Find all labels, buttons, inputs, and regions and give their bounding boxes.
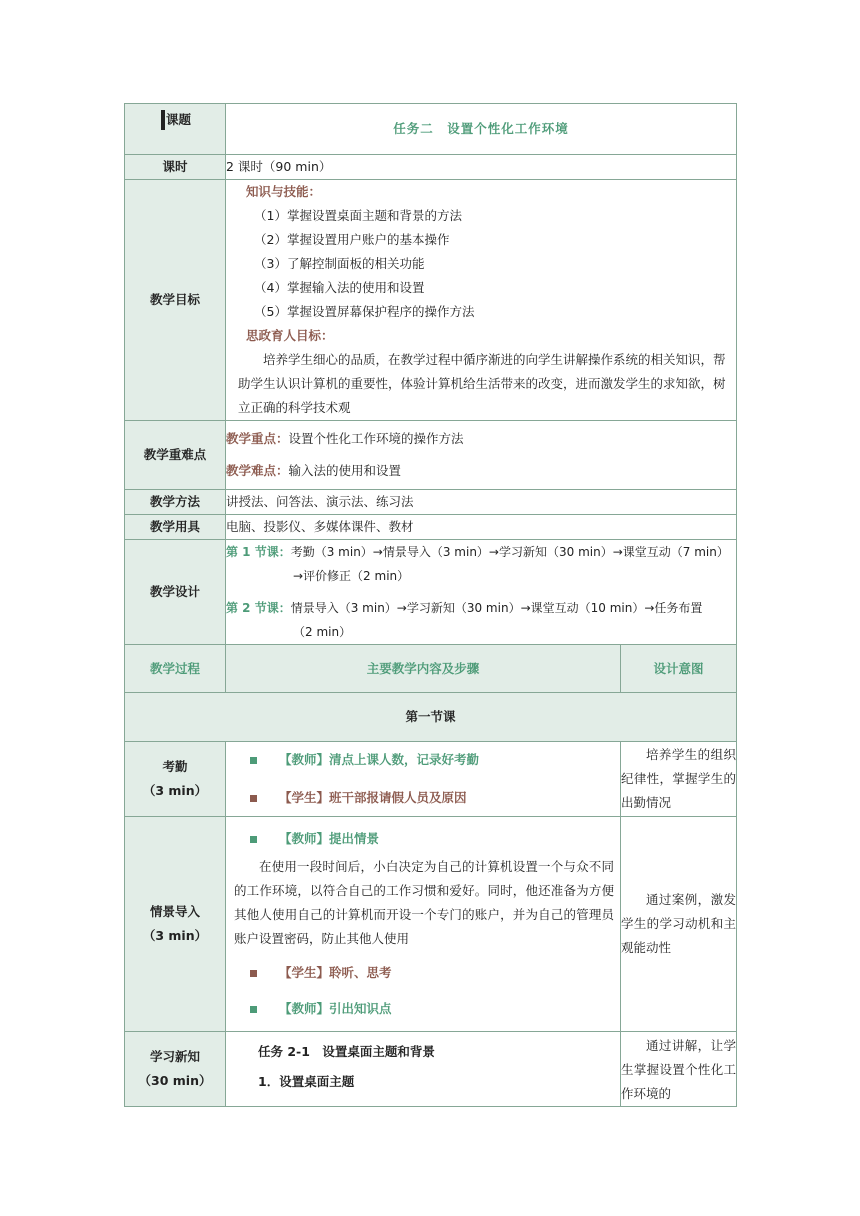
scenario-label-name: 情景导入 xyxy=(149,904,200,919)
focus-heading: 教学重点： xyxy=(226,431,289,446)
learning-label-name: 学习新知 xyxy=(149,1049,200,1064)
ideology-heading: 思政育人目标： xyxy=(246,328,334,343)
lesson1-flow: 考勤（3 min）→情景导入（3 min）→学习新知（30 min）→课堂互动（7 min） xyxy=(290,545,729,559)
tools-label: 教学用具 xyxy=(125,515,226,540)
lesson2-flow-cont: （2 min） xyxy=(293,625,352,639)
scenario-story: 在使用一段时间后，小白决定为自己的计算机设置一个与众不同的工作环境，以符合自己的工作习惯和爱好。同时，他还准备为方便其他人使用自己的计算机而开设一个专门的账户，并为自己的管理员账户设置密码，防止其他人使用 xyxy=(234,859,614,946)
content-col-header: 主要教学内容及步骤 xyxy=(226,645,621,693)
task-title: 任务 2-1 设置桌面主题和背景 xyxy=(258,1044,435,1059)
process-col-header: 教学过程 xyxy=(125,645,226,693)
attendance-label-time: （3 min） xyxy=(142,783,208,798)
scenario-row xyxy=(125,817,737,1032)
attendance-row xyxy=(125,742,737,817)
brown-square-icon xyxy=(250,970,257,977)
green-square-icon xyxy=(250,757,257,764)
teacher-action: 【教师】提出情景 xyxy=(279,831,380,846)
objectives-label: 教学目标 xyxy=(125,180,226,421)
lesson2-flow: 情景导入（3 min）→学习新知（30 min）→课堂互动（10 min）→任务布置 xyxy=(290,601,703,615)
learning-content xyxy=(226,1032,621,1107)
green-square-icon xyxy=(250,1006,257,1013)
tools-row xyxy=(125,515,737,540)
lesson1-heading: 第 1 节课： xyxy=(226,545,291,559)
learning-intent: 通过讲解，让学生掌握设置个性化工作环境的 xyxy=(621,1032,737,1107)
brown-square-icon xyxy=(250,795,257,802)
key-points-label: 教学重难点 xyxy=(125,421,226,490)
objectives-row xyxy=(125,180,737,421)
teacher-action: 【教师】清点上课人数，记录好考勤 xyxy=(279,752,480,767)
learning-label xyxy=(125,1032,226,1107)
hours-label: 课时 xyxy=(125,155,226,180)
scenario-label xyxy=(125,817,226,1032)
student-action: 【学生】班干部报请假人员及原因 xyxy=(279,790,467,805)
attendance-label xyxy=(125,742,226,817)
objective-item: （1）掌握设置桌面主题和背景的方法 xyxy=(254,208,462,223)
attendance-intent: 培养学生的组织纪律性，掌握学生的出勤情况 xyxy=(621,742,737,817)
learning-label-time: （30 min） xyxy=(138,1073,212,1088)
scenario-intent: 通过案例，激发学生的学习动机和主观能动性 xyxy=(621,817,737,1032)
key-points-row xyxy=(125,421,737,490)
ideology-text: 培养学生细心的品质，在教学过程中循序渐进的向学生讲解操作系统的相关知识，帮助学生认识计算机的重要性，体验计算机给生活带来的改变，进而激发学生的求知欲，树立正确的科学技术观 xyxy=(238,352,726,415)
methods-label: 教学方法 xyxy=(125,490,226,515)
knowledge-heading: 知识与技能： xyxy=(246,184,322,199)
lesson2-heading: 第 2 节课： xyxy=(226,601,291,615)
tools-value: 电脑、投影仪、多媒体课件、教材 xyxy=(226,515,737,540)
process-header-row xyxy=(125,645,737,693)
objective-item: （4）掌握输入法的使用和设置 xyxy=(254,280,425,295)
hours-row xyxy=(125,155,737,180)
attendance-content xyxy=(226,742,621,817)
scenario-label-time: （3 min） xyxy=(142,928,208,943)
methods-row xyxy=(125,490,737,515)
focus-text: 设置个性化工作环境的操作方法 xyxy=(288,431,464,446)
student-action: 【学生】聆听、思考 xyxy=(279,965,392,980)
design-label: 教学设计 xyxy=(125,540,226,645)
design-content xyxy=(226,540,737,645)
task-subtitle: 1．设置桌面主题 xyxy=(258,1074,355,1089)
topic-label-cell xyxy=(125,104,226,155)
green-square-icon xyxy=(250,836,257,843)
scenario-content xyxy=(226,817,621,1032)
key-points-content xyxy=(226,421,737,490)
topic-row xyxy=(125,104,737,155)
attendance-label-name: 考勤 xyxy=(162,759,188,774)
methods-value: 讲授法、问答法、演示法、练习法 xyxy=(226,490,737,515)
lesson-title: 任务二 设置个性化工作环境 xyxy=(226,104,737,155)
difficulty-text: 输入法的使用和设置 xyxy=(288,463,402,478)
design-row xyxy=(125,540,737,645)
section-row xyxy=(125,693,737,742)
section-title: 第一节课 xyxy=(125,693,737,742)
topic-label: 课题 xyxy=(166,112,192,127)
learning-row xyxy=(125,1032,737,1107)
difficulty-heading: 教学难点： xyxy=(226,463,289,478)
objectives-content xyxy=(226,180,737,421)
objective-item: （5）掌握设置屏幕保护程序的操作方法 xyxy=(254,304,475,319)
lesson-plan-table xyxy=(124,103,737,1107)
objective-item: （2）掌握设置用户账户的基本操作 xyxy=(254,232,450,247)
lesson1-flow-cont: →评价修正（2 min） xyxy=(293,569,410,583)
cursor-mark xyxy=(161,110,165,130)
intent-col-header: 设计意图 xyxy=(621,645,737,693)
hours-value: 2 课时（90 min） xyxy=(226,155,737,180)
objective-item: （3）了解控制面板的相关功能 xyxy=(254,256,425,271)
teacher-action: 【教师】引出知识点 xyxy=(279,1001,392,1016)
